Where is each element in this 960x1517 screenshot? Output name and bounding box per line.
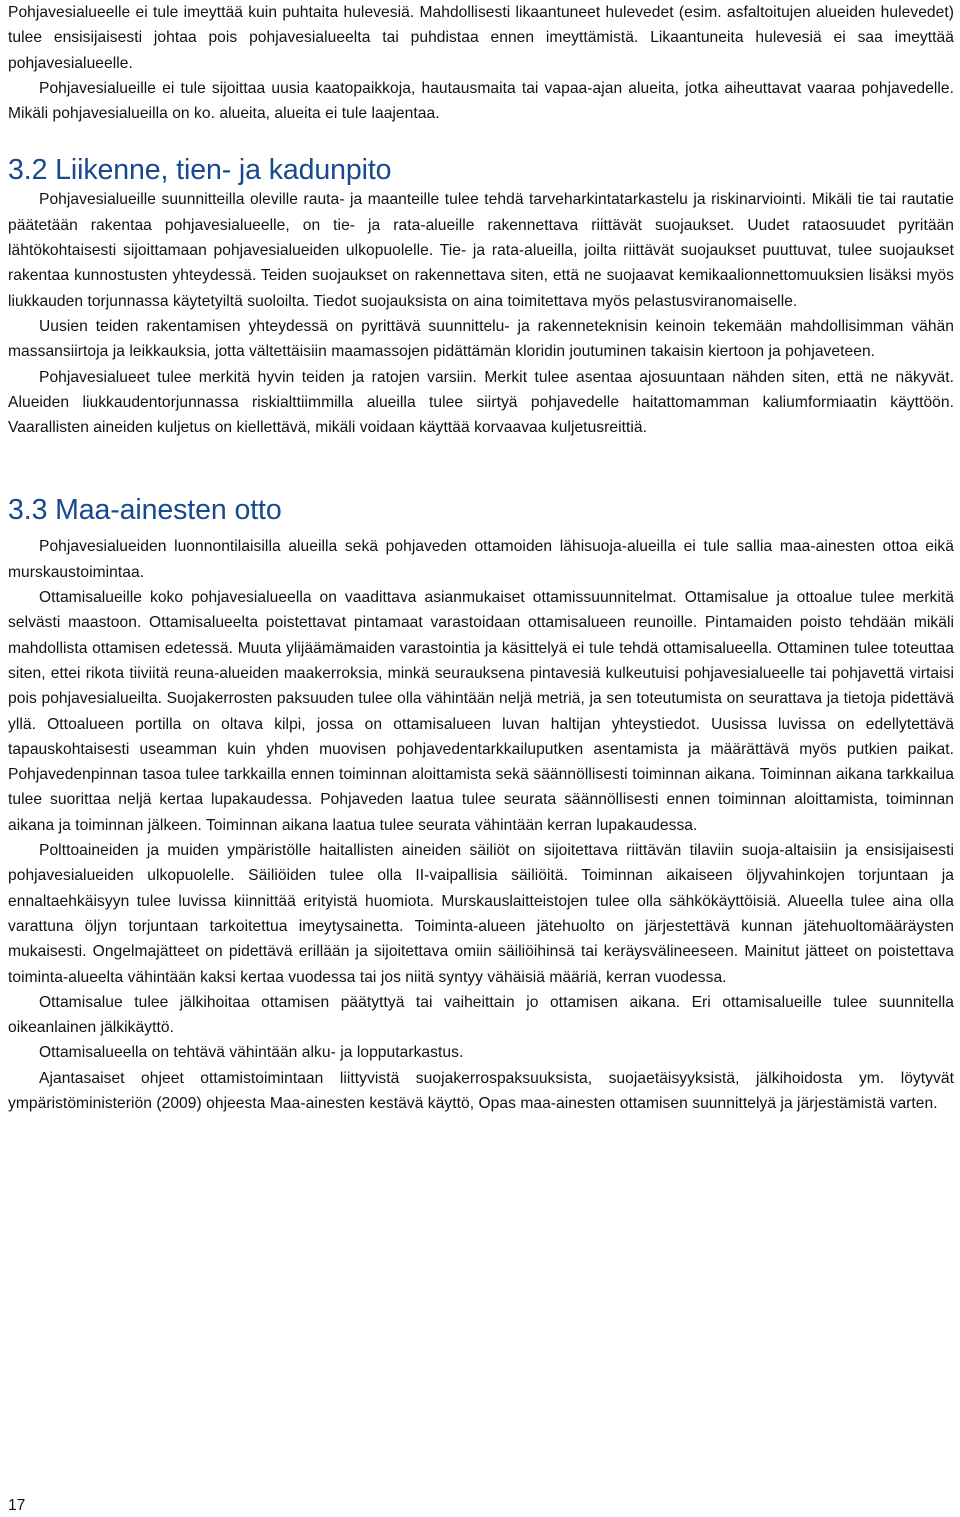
paragraph-extraction-4: Ottamisalue tulee jälkihoitaa ottamisen päätyttyä tai vaiheittain jo ottamisen aikana. Eri ottamisalueille tulee suunnitella oikeanlainen jälkikäyttö. <box>8 993 954 1037</box>
paragraph-extraction-5: Ottamisalueella on tehtävä vähintään alku- ja lopputarkastus. <box>39 1044 464 1062</box>
paragraph-traffic-3: Pohjavesialueet tulee merkitä hyvin teiden ja ratojen varsiin. Merkit tulee asentaa ajosuuntaan nähden siten, että ne näkyvät. Alueiden liukkaudentorjunnassa riskialttiimmilla alueilla tulee siirtyä pohjavedelle haitattomamman kaliumformiaatin käyttöön. Vaarallisten aineiden kuljetus on kiellettävä, mikäli voidaan käyttää korvaavaa kuljetusreittiä. <box>8 368 954 437</box>
section-heading-extraction: 3.3 Maa-ainesten otto <box>8 494 282 527</box>
section-heading-traffic: 3.2 Liikenne, tien- ja kadunpito <box>8 154 392 187</box>
section-extraction-body <box>8 534 954 1116</box>
paragraph-extraction-6: Ajantasaiset ohjeet ottamistoimintaan liittyvistä suojakerrospaksuuksista, suojaetäisyyksistä, jälkihoidosta ym. löytyvät ympäristöministeriön (2009) ohjeesta Maa-ainesten kestävä käyttö, Opas maa-ainesten ottamisen suunnittelyä ja järjestämistä varten. <box>8 1069 954 1112</box>
page-number: 17 <box>8 1497 26 1514</box>
document-page <box>8 0 954 1116</box>
paragraph-extraction-3: Polttoaineiden ja muiden ympäristölle haitallisten aineiden säiliöt on sijoitettava riittävän tilaviin suoja-altaisiin ja ensisijaisesti pohjavesialueiden ulkopuolelle. Säiliöiden tulee olla II-vaipallisia säiliöitä. Toiminnan aikaiseen öljyvahinkojen torjuntaan ja ennaltaehkäisyyn tulee luvissa kiinnittää erityistä huomiota. Murskauslaitteistojen tulee olla sähkökäyttöisiä. Alueella tulee aina olla varattuna öljyn torjuntaan tarkoitettua imeytysainetta. Toiminta-alueen jätehuolto on järjestettävä kunnan jätehuoltomääräysten mukaisesti. Ongelmajätteet on pidettävä erillään ja sijoitettava omiin säiliöihinsä tai keräysvälineeseen. Mainitut jätteet on poistettava toiminta-alueelta vähintään kaksi kertaa vuodessa tai jos niitä syntyy vähäisiä määriä, kerran vuodessa. <box>8 842 954 986</box>
paragraph-traffic-2: Uusien teiden rakentamisen yhteydessä on pyrittävä suunnittelu- ja rakenneteknisin keinoin tekemään mahdollisimman vähän massansiirtoja ja leikkauksia, jotta vältettäisiin maamassojen pidättämän kloridin joutuminen takaisin kiertoon ja pohjaveteen. <box>8 317 954 361</box>
paragraph-stormwater: Pohjavesialueelle ei tule imeyttää kuin puhtaita hulevesiä. Mahdollisesti likaantuneet hulevedet (esim. asfaltoitujen alueiden hulevedet) tulee ensisijaisesti johtaa pois pohjavesialueelta tai puhdistaa ennen imeyttämistä. Likaantuneita hulevesiä ei saa imeyttää pohjavesialueelle. <box>8 4 954 72</box>
paragraph-extraction-2: Ottamisalueille koko pohjavesialueella on vaadittava asianmukaiset ottamissuunnitelmat. Ottamisalue ja ottoalue tulee merkitä selvästi maastoon. Ottamisalueelta poistettavat pintamaat varastoidaan ottamisalueen reunoille. Pintamaiden poisto tehdään mikäli mahdollista ottamisen edetessä. Muuta ylijäämämaiden varastointia ja käsittelyä ei tule tehdä ottamisalueella. Ottaminen tulee toteuttaa siten, ettei rikota tiiviitä reuna-alueiden maakerroksia, minkä seurauksena pintavesiä kulkeutuisi pohjavesialueelle tai pohjavettä virtaisi pois pohjavesialueilta. Suojakerrosten paksuuden tulee olla vähintään neljä metriä, ja sen toteutumista on seurattava ja tietoja pidettävä yllä. Ottoalueen portilla on oltava kilpi, jossa on ottamisalueen luvan haltijan yhteystiedot. Uusissa luvissa on edellytettävä tapauskohtaisesti useamman kuin yhden muovisen pohjavedentarkkailuputken asentamista ja määrättävä myös putkien paikat. Pohjavedenpinnan tasoa tulee tarkkailla ennen toiminnan aloittamista sekä säännöllisesti toiminnan aikana. Toiminnan aikana tarkkailua tulee suorittaa neljä kertaa lupakaudessa. Pohjaveden laatua tulee seurata säännöllisesti ennen toiminnan aloittamista, toiminnan aikana ja toiminnan jälkeen. Toiminnan aikana laatua tulee seurata vähintään kerran lupakaudessa. <box>8 589 954 834</box>
intro-block <box>8 0 954 126</box>
paragraph-landfills: Pohjavesialueille ei tule sijoittaa uusia kaatopaikkoja, hautausmaita tai vapaa-ajan alueita, jotka aiheuttavat vaaraa pohjavedelle. Mikäli pohjavesialueilla on ko. alueita, alueita ei tule laajentaa. <box>8 79 954 123</box>
paragraph-traffic-1: Pohjavesialueille suunnitteilla oleville rauta- ja maanteille tulee tehdä tarveharkintatarkastelu ja riskinarviointi. Mikäli tie tai rautatie päätetään rakentaa pohjavesialueelle, on tie- ja rata-alueille rakennettava riittävät suojaukset. Uudet rataosuudet pyritään lähtökohtaisesti sijoittamaan pohjavesialueiden ulkopuolelle. Tie- ja rata-alueilla, joilta riittävät suojaukset puuttuvat, tulee suojaukset rakentaa kunnostusten yhteydessä. Teiden suojaukset on rakennettava siten, että ne suojaavat kemikaalionnettomuuksien lisäksi myös liukkauden torjunnassa käytetyiltä suoloilta. Tiedot suojauksista on aina toimitettava myös pelastusviranomaiselle. <box>8 191 954 310</box>
section-traffic-body <box>8 187 954 440</box>
paragraph-extraction-1: Pohjavesialueiden luonnontilaisilla alueilla sekä pohjaveden ottamoiden lähisuoja-alueilla ei tule sallia maa-ainesten ottoa eikä murskaustoimintaa. <box>8 538 954 581</box>
